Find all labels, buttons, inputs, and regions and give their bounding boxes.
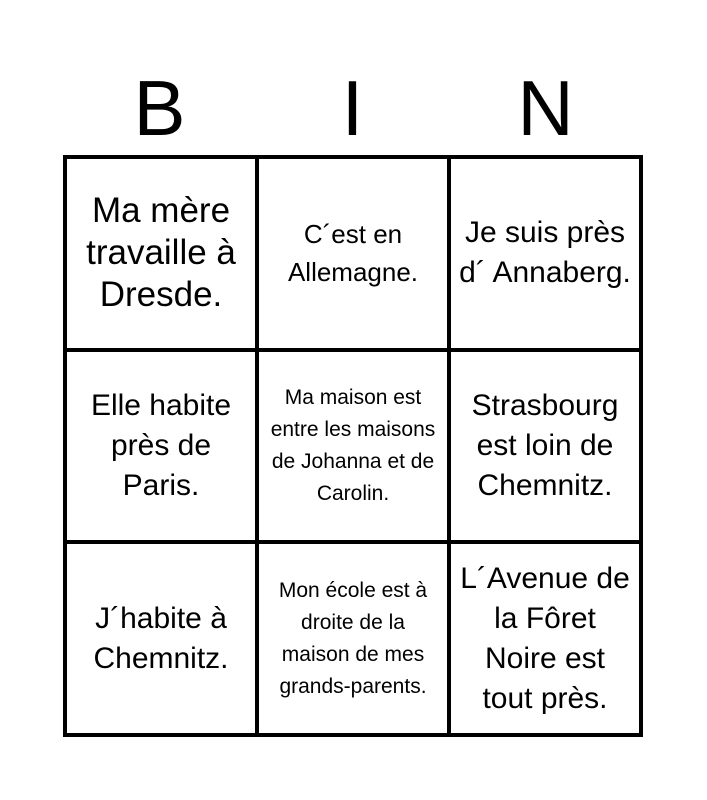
bingo-cell[interactable] <box>259 159 447 348</box>
bingo-cell-text: L´Avenue de la Fôret Noire est tout près. <box>460 561 630 715</box>
bingo-header <box>63 64 642 152</box>
bingo-cell[interactable] <box>259 544 447 733</box>
bingo-cell-text: Strasbourg est loin de Chemnitz. <box>471 388 619 502</box>
bingo-cell-text: Elle habite près de Paris. <box>90 388 232 502</box>
bingo-cell[interactable] <box>67 544 255 733</box>
bingo-cell-text: Ma maison est entre les maisons de Johanna et de Carolin. <box>270 385 436 505</box>
bingo-cell[interactable] <box>67 159 255 348</box>
bingo-cell[interactable] <box>451 352 639 541</box>
bingo-cell[interactable] <box>259 352 447 541</box>
bingo-cell[interactable] <box>451 159 639 348</box>
bingo-cell[interactable] <box>67 352 255 541</box>
bingo-cell-text: C´est en Allemagne. <box>287 219 419 288</box>
header-letter-i: I <box>341 64 364 152</box>
bingo-cell[interactable] <box>451 544 639 733</box>
bingo-cell-text: J´habite à Chemnitz. <box>93 601 229 675</box>
bingo-cell-text: Ma mère travaille à Dresde. <box>86 191 236 315</box>
bingo-grid <box>63 155 643 737</box>
bingo-cell-text: Je suis près d´ Annaberg. <box>459 216 631 290</box>
header-letter-n: N <box>517 64 574 152</box>
header-letter-b: B <box>133 64 186 152</box>
bingo-cell-text: Mon école est à droite de la maison de mes grands-parents. <box>278 578 428 698</box>
